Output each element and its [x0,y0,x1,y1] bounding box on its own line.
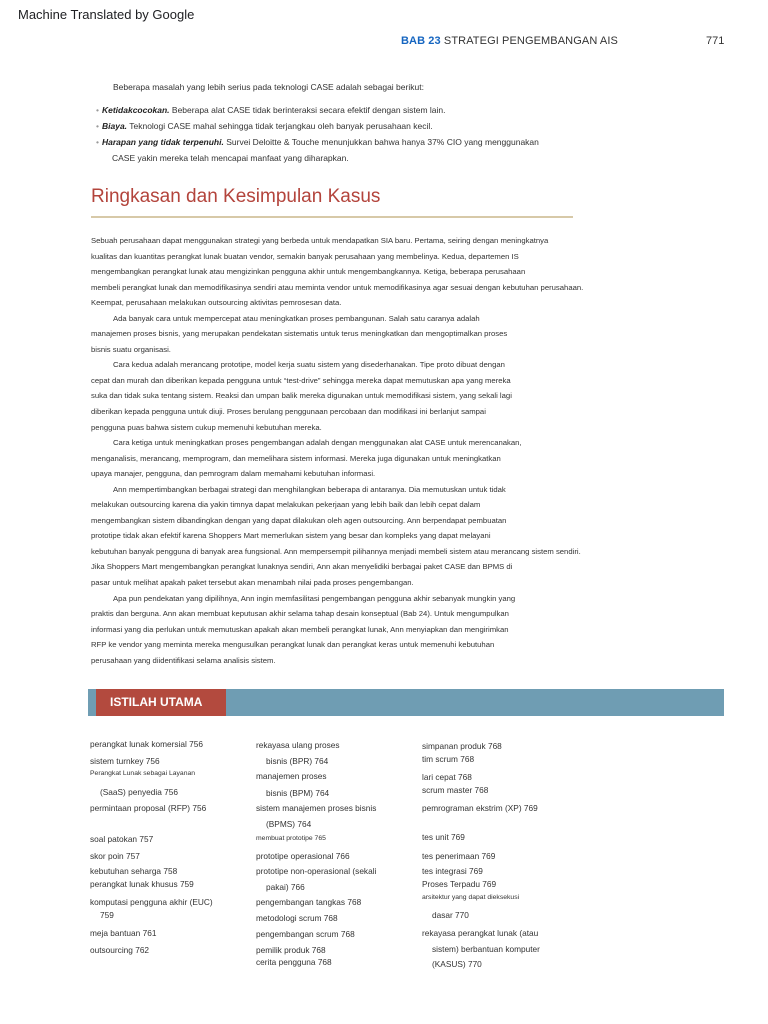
body-line: informasi yang dia perlukan untuk memutuskan apakah akan membeli perangkat lunak, Ann menyiapkan dan mengirimkan [91,624,509,634]
key-term: soal patokan 757 [90,834,154,844]
body-line: mengembangkan perangkat lunak atau mengizinkan pengguna akhir untuk mengembangkannya. Ketiga, beberapa perusahaan [91,267,526,277]
key-term: permintaan proposal (RFP) 756 [90,803,207,813]
body-line: menganalisis, merancang, memprogram, dan memelihara sistem informasi. Mereka juga digunakan untuk meningkatkan [91,453,501,463]
key-term: prototipe operasional 766 [256,851,350,861]
body-line: RFP ke vendor yang meminta mereka mengusulkan perangkat lunak dan perangkat keras untuk memenuhi kebutuhan [91,640,495,650]
key-terms-column-3 [422,0,582,1024]
key-term: pemrograman ekstrim (XP) 769 [422,803,538,813]
key-term: (SaaS) penyedia 756 [100,787,178,797]
body-line: pengguna puas bahwa sistem cukup memenuhi kebutuhan mereka. [91,422,322,432]
key-term: sistem) berbantuan komputer [432,944,540,954]
body-line: diberikan kepada pengguna untuk diuji. Proses berulang penggunaan percobaan dan modifikasi ini berlanjut sampai [91,407,486,417]
key-term: tim scrum 768 [422,754,475,764]
bullet-icon: • [96,105,99,115]
chapter-number: BAB 23 [401,35,441,47]
key-term: lari cepat 768 [422,772,472,782]
key-term: tes integrasi 769 [422,866,483,876]
key-term: rekayasa ulang proses [256,740,340,750]
key-term: 759 [100,910,114,920]
body-line: prototipe tidak akan efektif karena Shoppers Mart memerlukan sistem yang besar dan kompleks yang dapat melayani [91,531,491,541]
key-term: tes penerimaan 769 [422,851,496,861]
body-line: membeli perangkat lunak dan memodifikasinya sendiri atau meminta vendor untuk memodifikasinya agar sesuai dengan kebutuhan perusahaan. [91,282,584,292]
bullet-term: Harapan yang tidak terpenuhi. [101,137,224,147]
key-term: bisnis (BPM) 764 [266,788,330,798]
body-line: melakukan outsourcing karena dia yakin timnya dapat melakukan pekerjaan yang lebih baik dan lebih cepat dalam [91,500,481,510]
key-term: perangkat lunak khusus 759 [90,879,194,889]
bullet-text: Beberapa alat CASE tidak berinteraksi secara efektif dengan sistem lain. [169,105,446,115]
body-line: Apa pun pendekatan yang dipilihnya, Ann ingin memfasilitasi pengembangan pengguna akhir sebanyak mungkin yang [113,593,516,603]
body-line: cepat dan murah dan diberikan kepada pengguna untuk “test-drive” sehingga mereka dapat memutuskan apa yang mereka [91,375,511,385]
key-term: (KASUS) 770 [432,959,482,969]
key-term: Proses Terpadu 769 [422,879,497,889]
page-number: 771 [706,35,725,47]
key-term: sistem turnkey 756 [90,756,160,766]
bullet-icon: • [96,121,99,131]
key-term: pemilik produk 768 [256,945,326,955]
body-line: suka dan tidak suka tentang sistem. Reaksi dan umpan balik mereka digunakan untuk memodifikasi sistem, yang sekali lagi [91,391,512,401]
chapter-title: STRATEGI PENGEMBANGAN AIS [443,35,618,47]
body-line: bisnis suatu organisasi. [91,344,171,354]
body-line: praktis dan berguna. Ann akan membuat keputusan akhir selama tahap desain konseptual (Bab 24). Untuk mengumpulkan [91,609,509,619]
key-term: Perangkat Lunak sebagai Layanan [90,770,196,777]
bullet-text-continued: CASE yakin mereka telah mencapai manfaat yang diharapkan. [112,153,349,163]
body-line: Jika Shoppers Mart mengembangkan perangkat lunaknya sendiri, Ann akan menyelidiki berbagai paket CASE dan BPMS di [91,562,513,572]
key-term: prototipe non-operasional (sekali [256,866,377,876]
key-term: manajemen proses [256,771,327,781]
body-line: mengembangkan sistem dibandingkan dengan yang dapat dilakukan oleh agen outsourcing. Ann berpendapat pembuatan [91,515,507,525]
body-line: Cara kedua adalah merancang prototipe, model kerja suatu sistem yang disederhanakan. Tipe proto dibuat dengan [113,360,505,370]
key-term: outsourcing 762 [90,945,150,955]
key-term: pengembangan scrum 768 [256,929,355,939]
section-title: Ringkasan dan Kesimpulan Kasus [91,186,381,207]
key-term: tes unit 769 [422,832,465,842]
key-term: skor poin 757 [90,851,140,861]
key-term: komputasi pengguna akhir (EUC) [90,897,213,907]
body-line: Ada banyak cara untuk mempercepat atau meningkatkan proses pembangunan. Salah satu caranya adalah [113,313,480,323]
body-line: Sebuah perusahaan dapat menggunakan strategi yang berbeda untuk mendapatkan SIA baru. Pertama, seiring dengan meningkatnya [91,236,549,245]
key-terms-title: ISTILAH UTAMA [96,689,226,716]
key-term: (BPMS) 764 [266,819,312,829]
body-line: perusahaan yang diidentifikasi selama analisis sistem. [91,655,276,665]
body-line: manajemen proses bisnis, yang merupakan pendekatan sistematis untuk terus meningkatkan dan mengoptimalkan proses [91,329,508,339]
key-term: pakai) 766 [266,882,305,892]
key-term: sistem manajemen proses bisnis [256,803,377,813]
body-line: kualitas dan kuantitas perangkat lunak buatan vendor, semakin banyak perusahaan yang membelinya. Kedua, departemen IS [91,251,519,261]
body-line: Keempat, perusahaan melakukan outsourcing aktivitas pemrosesan data. [91,298,342,308]
key-term: perangkat lunak komersial 756 [90,739,203,749]
body-line: Cara ketiga untuk meningkatkan proses pengembangan adalah dengan menggunakan alat CASE untuk merencanakan, [113,438,522,448]
bullet-term: Ketidakcocokan. [101,105,170,115]
key-term: rekayasa perangkat lunak (atau [422,928,539,938]
bullet-text: Teknologi CASE mahal sehingga tidak terjangkau oleh banyak perusahaan kecil. [127,121,433,131]
key-term: membuat prototipe 765 [256,835,326,842]
body-line: Ann mempertimbangkan berbagai strategi dan menghilangkan beberapa di antaranya. Dia memutuskan untuk tidak [113,484,506,494]
key-term: scrum master 768 [422,785,489,795]
key-terms-column-1 [90,0,250,1024]
key-term: simpanan produk 768 [422,741,502,751]
key-terms-column-2 [256,0,416,1024]
machine-translation-watermark: Machine Translated by Google [18,7,195,22]
body-line: pasar untuk melihat apakah paket tersebut akan menambah nilai pada proses pengembangan. [91,578,414,588]
bullet-text: Survei Deloitte & Touche menunjukkan bahwa hanya 37% CIO yang menggunakan [223,137,539,147]
body-line: kebutuhan banyak pengguna di banyak area fungsional. Ann mempersempit pilihannya menjadi membeli sistem atau merancang sistem sendiri. [91,546,581,556]
key-term: cerita pengguna 768 [256,957,332,967]
bullet-icon: • [96,137,99,147]
key-term: kebutuhan seharga 758 [90,866,178,876]
key-term: meja bantuan 761 [90,928,157,938]
body-line: upaya manajer, pengguna, dan pemrogram dalam memahami kebutuhan informasi. [91,469,376,479]
key-term: bisnis (BPR) 764 [266,756,329,766]
key-term: metodologi scrum 768 [256,913,338,923]
intro-text: Beberapa masalah yang lebih serius pada teknologi CASE adalah sebagai berikut: [113,82,424,92]
key-term: arsitektur yang dapat dieksekusi [422,894,520,901]
bullet-term: Biaya. [101,121,128,131]
key-term: dasar 770 [432,910,469,920]
key-term: pengembangan tangkas 768 [256,897,362,907]
